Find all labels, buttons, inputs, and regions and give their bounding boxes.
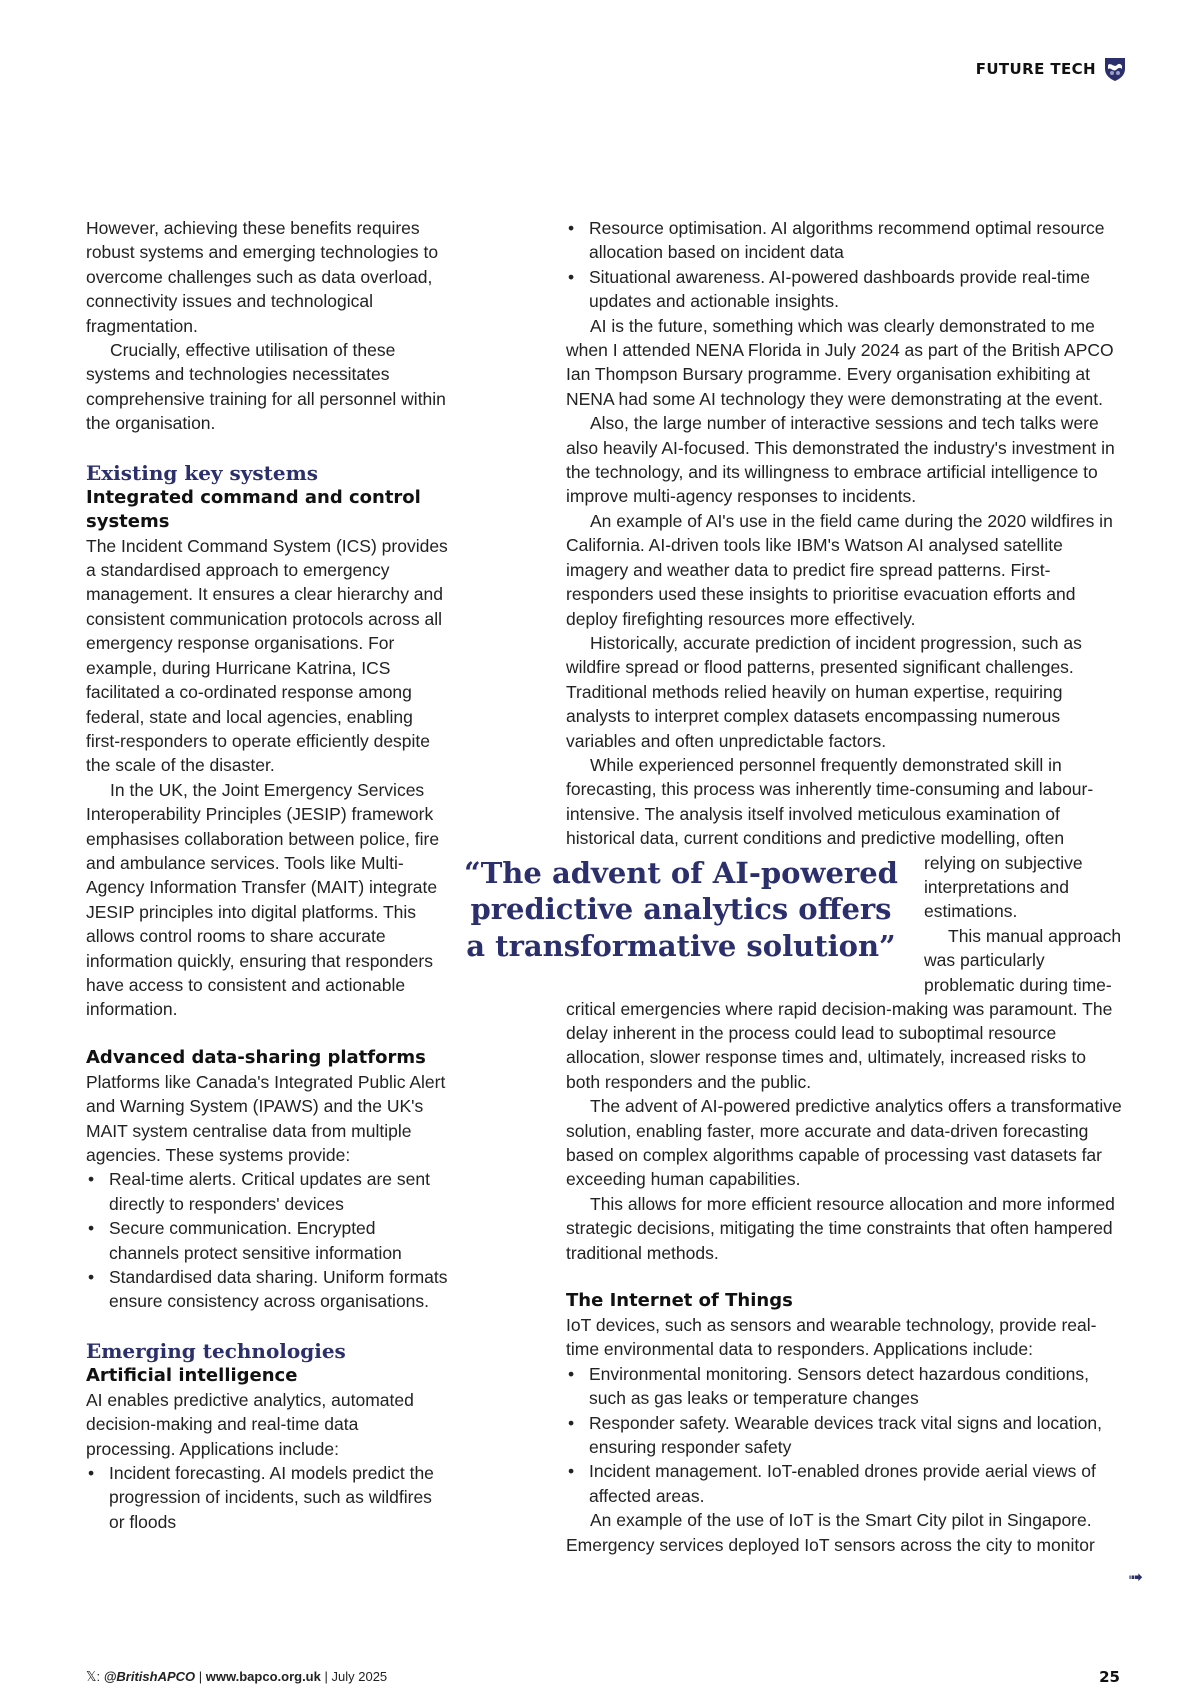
apco-shield-logo-icon [1104,56,1126,82]
list-item: • Responder safety. Wearable devices track vital signs and location, ensuring responder safety [568,1412,1102,1458]
iot-applications-list [566,1362,1122,1508]
list-item: • Standardised data sharing. Uniform formats ensure consistency across organisations. [88,1267,448,1312]
list-item: • Incident forecasting. AI models predict the progression of incidents, such as wildfires or floods [88,1463,434,1532]
list-item: • Environmental monitoring. Sensors detect hazardous conditions, such as gas leaks or temperature changes [568,1363,1089,1409]
body-paragraph: The Incident Command System (ICS) provides a standardised approach to emergency management. It ensures a clear hierarchy and consistent communication protocols across all emergency response organisations. For example, during Hurricane Katrina, ICS facilitated a co-ordinated response among federal, state and local agencies, enabling first-responders to operate efficiently despite the scale of the disaster. [86,535,448,776]
subheading-artificial-intelligence: Artificial intelligence [86,1364,298,1386]
body-paragraph: An example of the use of IoT is the Smart City pilot in Singapore. Emergency services deployed IoT sensors across the city to monitor [566,1510,1095,1555]
body-paragraph: An example of AI's use in the field came during the 2020 wildfires in California. AI-driven tools like IBM's Watson AI analysed satellite imagery and weather data to predict fire spread patterns. First-responders used these insights to prioritise evacuation efforts and deploy firefighting resources more effectively. [566,510,1113,629]
body-paragraph: While experienced personnel frequently demonstrated skill in forecasting, this process was inherently time-consuming and labour-intensive. The analysis itself involved meticulous examination of historical data, current conditions and predictive modelling, often [566,754,1094,849]
list-item: • Situational awareness. AI-powered dashboards provide real-time updates and actionable insights. [568,266,1090,312]
section-heading-existing-systems: Existing key systems [86,460,319,485]
data-sharing-list [86,1167,448,1313]
body-paragraph: relying on subjective interpretations and estimations. [924,852,1083,922]
body-paragraph: Historically, accurate prediction of incident progression, such as wildfire spread or flood patterns, presented significant challenges. Traditional methods relied heavily on human expertise, requiring analysts to interpret complex datasets encompassing numerous variables and often unpredictable factors. [566,632,1082,751]
ai-applications-list-continued [566,216,1122,314]
page-number: 25 [1099,1668,1120,1686]
continue-arrow-icon: ➟ [1128,1567,1144,1587]
section-label: FUTURE TECH [975,60,1096,78]
left-column [86,216,448,1534]
subheading-data-sharing: Advanced data-sharing platforms [86,1046,426,1068]
list-item: • Incident management. IoT-enabled drones provide aerial views of affected areas. [568,1461,1096,1506]
body-paragraph: This manual approach was particularly problematic during time- [924,925,1122,995]
pull-quote-wrap [464,851,1122,997]
body-paragraph: Platforms like Canada's Integrated Public Alert and Warning System (IPAWS) and the UK's MAIT system centralise data from multiple agencies. These systems provide: [86,1071,446,1165]
pull-quote: “The advent of AI-powered predictive analytics offers a transformative solution” [464,855,898,963]
page-footer: 𝕏: @BritishAPCO | www.bapco.org.uk | July 2025 [86,1669,388,1684]
list-item: • Resource optimisation. AI algorithms recommend optimal resource allocation based on incident data [568,218,1105,263]
body-paragraph: The advent of AI-powered predictive analytics offers a transformative solution, enabling faster, more accurate and data-driven forecasting based on complex algorithms capable of processing vast datasets far exceeding human capabilities. [566,1096,1122,1190]
social-handle-link[interactable]: @BritishAPCO [103,1669,196,1684]
intro-paragraph: However, achieving these benefits requires robust systems and emerging technologies to overcome challenges such as data overload, connectivity issues and technological fragmentation. [86,218,439,336]
subheading-integrated-command: Integrated command and control systems [86,486,421,532]
intro-paragraph: Crucially, effective utilisation of these systems and technologies necessitates comprehensive training for all personnel within the organisation. [86,340,446,434]
list-item: • Real-time alerts. Critical updates are sent directly to responders' devices [88,1169,430,1214]
body-paragraph: AI enables predictive analytics, automated decision-making and real-time data processing. Applications include: [86,1389,414,1459]
body-paragraph: IoT devices, such as sensors and wearable technology, provide real-time environmental data to responders. Applications include: [566,1315,1097,1360]
body-paragraph: AI is the future, something which was clearly demonstrated to me when I attended NENA Florida in July 2024 as part of the British APCO Ian Thompson Bursary programme. Every organisation exhibiting at NENA had some AI technology they were demonstrating at the event. [566,315,1114,409]
right-column [464,216,1122,1557]
body-paragraph: This allows for more efficient resource allocation and more informed strategic decisions, mitigating the time constraints that often hampered traditional methods. [566,1193,1115,1263]
website-link[interactable]: www.bapco.org.uk [205,1669,321,1684]
body-paragraph: Also, the large number of interactive sessions and tech talks were also heavily AI-focused. This demonstrated the industry's investment in the technology, and its willingness to embrace artificial intelligence to improve multi-agency responses to incidents. [566,413,1115,507]
body-paragraph: critical emergencies where rapid decision-making was paramount. The delay inherent in the process could lead to suboptimal resource allocation, slower response times and, ultimately, increased risks to both responders and the public. [566,998,1113,1092]
x-logo-icon: 𝕏: [86,1669,101,1684]
wrapped-text [924,851,1122,997]
subheading-internet-of-things: The Internet of Things [566,1290,793,1312]
section-heading-emerging-technologies: Emerging technologies [86,1338,346,1363]
issue-date: July 2025 [331,1669,388,1684]
ai-applications-list [86,1461,448,1534]
body-paragraph: In the UK, the Joint Emergency Services Interoperability Principles (JESIP) framework emphasises collaboration between police, fire and ambulance services. Tools like Multi-Agency Information Transfer (MAIT) integrate JESIP principles into digital platforms. This allows control rooms to share accurate information quickly, ensuring that responders have access to consistent and actionable information. [86,779,440,1020]
list-item: • Secure communication. Encrypted channels protect sensitive information [88,1218,402,1263]
page-header [976,56,1126,82]
